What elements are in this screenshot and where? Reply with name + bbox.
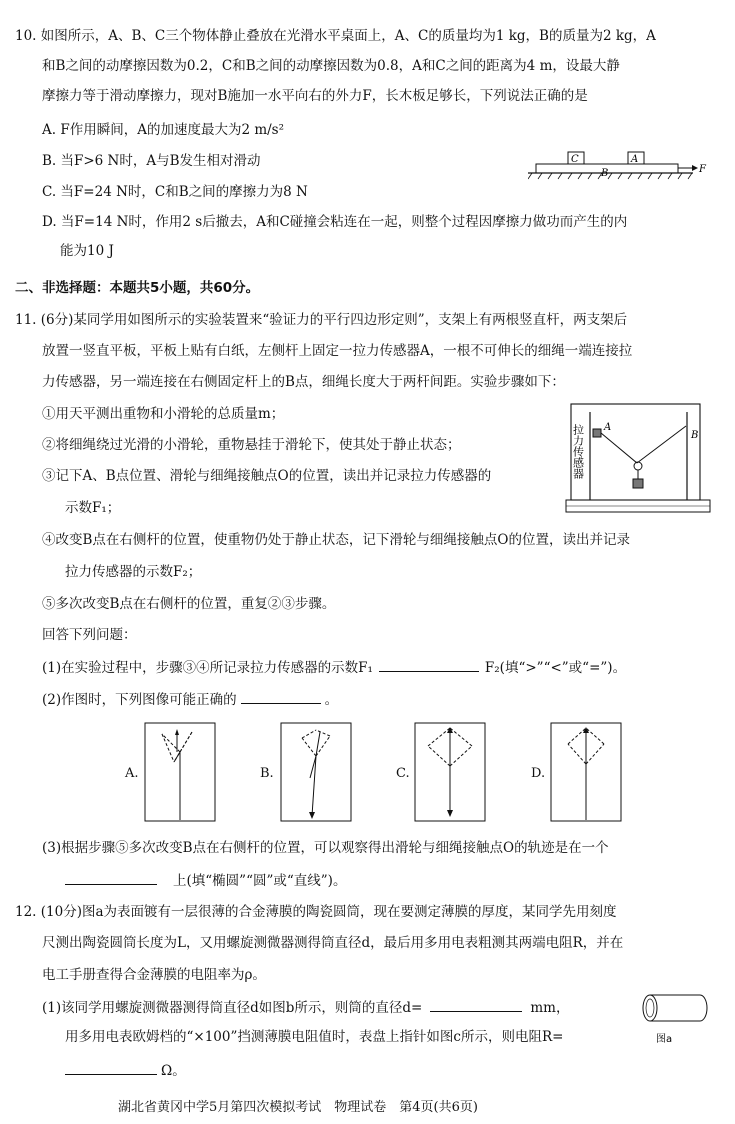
q12-part-1-line-3: Ω。 [65, 1060, 186, 1080]
q10-option-d-line-2: 能为10 J [60, 243, 114, 259]
q12-part-1-line-2: 用多用电表欧姆档的“×100”挡测薄膜电阻值时，表盘上指针如图c所示，则电阻R= [65, 1029, 564, 1045]
q10-line-3: 摩擦力等于滑动摩擦力，现对B施加一水平向右的外力F，长木板足够长，下列说法正确的是 [42, 88, 588, 104]
q11-option-a-label: A. [125, 766, 139, 781]
q12-diameter-blank[interactable] [430, 997, 522, 1012]
q11-option-d-diagram [550, 722, 622, 822]
q11-line-2: 放置一竖直平板，平板上贴有白纸，左侧杆上固定一拉力传感器A，一根不可伸长的细绳一端连接拉 [42, 343, 633, 359]
q10-line-2: 和B之间的动摩擦因数为0.2，C和B之间的动摩擦因数为0.8，A和C之间的距离为4 m，设最大静 [42, 58, 620, 74]
svg-text:拉力传感器: 拉力传感器 [571, 424, 585, 479]
q10-option-a: A. F作用瞬间，A的加速度最大为2 m/s² [42, 122, 285, 138]
q11-option-d-label: D. [531, 766, 546, 781]
q11-part-1-blank[interactable] [379, 657, 479, 672]
q12-resistance-blank[interactable] [65, 1060, 157, 1075]
page-footer: 湖北省黄冈中学5月第四次模拟考试 物理试卷 第4页(共6页) [118, 1100, 478, 1115]
q11-option-b-diagram [280, 722, 352, 822]
q12-line-3: 电工手册查得合金薄膜的电阻率为ρ。 [42, 967, 266, 983]
q11-step-5: ⑤多次改变B点在右侧杆的位置，重复②③步骤。 [42, 596, 336, 612]
q11-part-1: (1)在实验过程中，步骤③④所记录拉力传感器的示数F₁ F₂(填“>”“<”或“=”)。 [42, 657, 626, 677]
q11-line-3: 力传感器，另一端连接在右侧固定杆上的B点，细绳长度大于两杆间距。实验步骤如下： [42, 374, 565, 390]
q10-line-1: 10. 如图所示，A、B、C三个物体静止叠放在光滑水平桌面上，A、C的质量均为1 kg，B的质量为2 kg，A [15, 28, 656, 44]
q12-line-1: 12. (10分)图a为表面镀有一层很薄的合金薄膜的陶瓷圆筒，现在要测定薄膜的厚度，某同学先用刻度 [15, 904, 617, 920]
q12-line-2: 尺测出陶瓷圆筒长度为L，又用螺旋测微器测得筒直径d，最后用多用电表粗测其两端电阻R，并在 [42, 935, 624, 951]
q11-step-4-line-1: ④改变B点在右侧杆的位置，使重物仍处于静止状态，记下滑轮与细绳接触点O的位置，读出并记录 [42, 532, 630, 548]
q10-option-d-line-1: D. 当F=14 N时，作用2 s后撤去，A和C碰撞会粘连在一起，则整个过程因摩擦力做功而产生的内 [42, 214, 628, 230]
q11-line-1: 11. (6分)某同学用如图所示的实验装置来“验证力的平行四边形定则”，支架上有两根竖直杆，两支架后 [15, 312, 628, 328]
q11-part-2-blank[interactable] [241, 689, 321, 704]
svg-text:B: B [691, 430, 699, 441]
svg-text:C: C [571, 154, 579, 165]
q11-part-3-blank[interactable] [65, 870, 157, 885]
q11-step-3-line-2: 示数F₁； [65, 500, 121, 516]
q12-cylinder-figure [640, 990, 710, 1046]
section-2-heading: 二、非选择题：本题共5小题，共60分。 [15, 280, 260, 296]
q11-option-c-label: C. [396, 766, 410, 781]
q11-step-2: ②将细绳绕过光滑的小滑轮，重物悬挂于滑轮下，使其处于静止状态； [42, 437, 461, 453]
q11-part-3-line-2: 上(填“椭圆”“圆”或“直线”)。 [65, 870, 346, 890]
q11-part-2: (2)作图时，下列图像可能正确的 。 [42, 689, 338, 709]
q11-step-1: ①用天平测出重物和小滑轮的总质量m； [42, 406, 285, 422]
svg-text:A: A [631, 154, 639, 165]
q11-option-a-diagram [144, 722, 216, 822]
q11-part-3-line-1: (3)根据步骤⑤多次改变B点在右侧杆的位置，可以观察得出滑轮与细绳接触点O的轨迹是在一个 [42, 840, 609, 856]
svg-text:A: A [604, 422, 612, 433]
svg-text:图a: 图a [656, 1034, 673, 1045]
q11-option-b-label: B. [260, 766, 274, 781]
svg-text:B: B [601, 168, 609, 179]
q11-step-4-line-2: 拉力传感器的示数F₂； [65, 564, 202, 580]
q11-step-3-line-1: ③记下A、B点位置、滑轮与细绳接触点O的位置，读出并记录拉力传感器的 [42, 468, 492, 484]
q11-apparatus-figure [560, 402, 718, 528]
q10-option-b: B. 当F>6 N时，A与B发生相对滑动 [42, 153, 261, 169]
q11-questions-intro: 回答下列问题： [42, 627, 137, 643]
q10-blocks-figure [528, 146, 708, 186]
q11-option-c-diagram [414, 722, 486, 822]
svg-text:F: F [699, 164, 706, 175]
q10-option-c: C. 当F=24 N时，C和B之间的摩擦力为8 N [42, 184, 308, 200]
q12-part-1-line-1: (1)该同学用螺旋测微器测得筒直径d如图b所示，则筒的直径d= mm， [42, 997, 569, 1017]
